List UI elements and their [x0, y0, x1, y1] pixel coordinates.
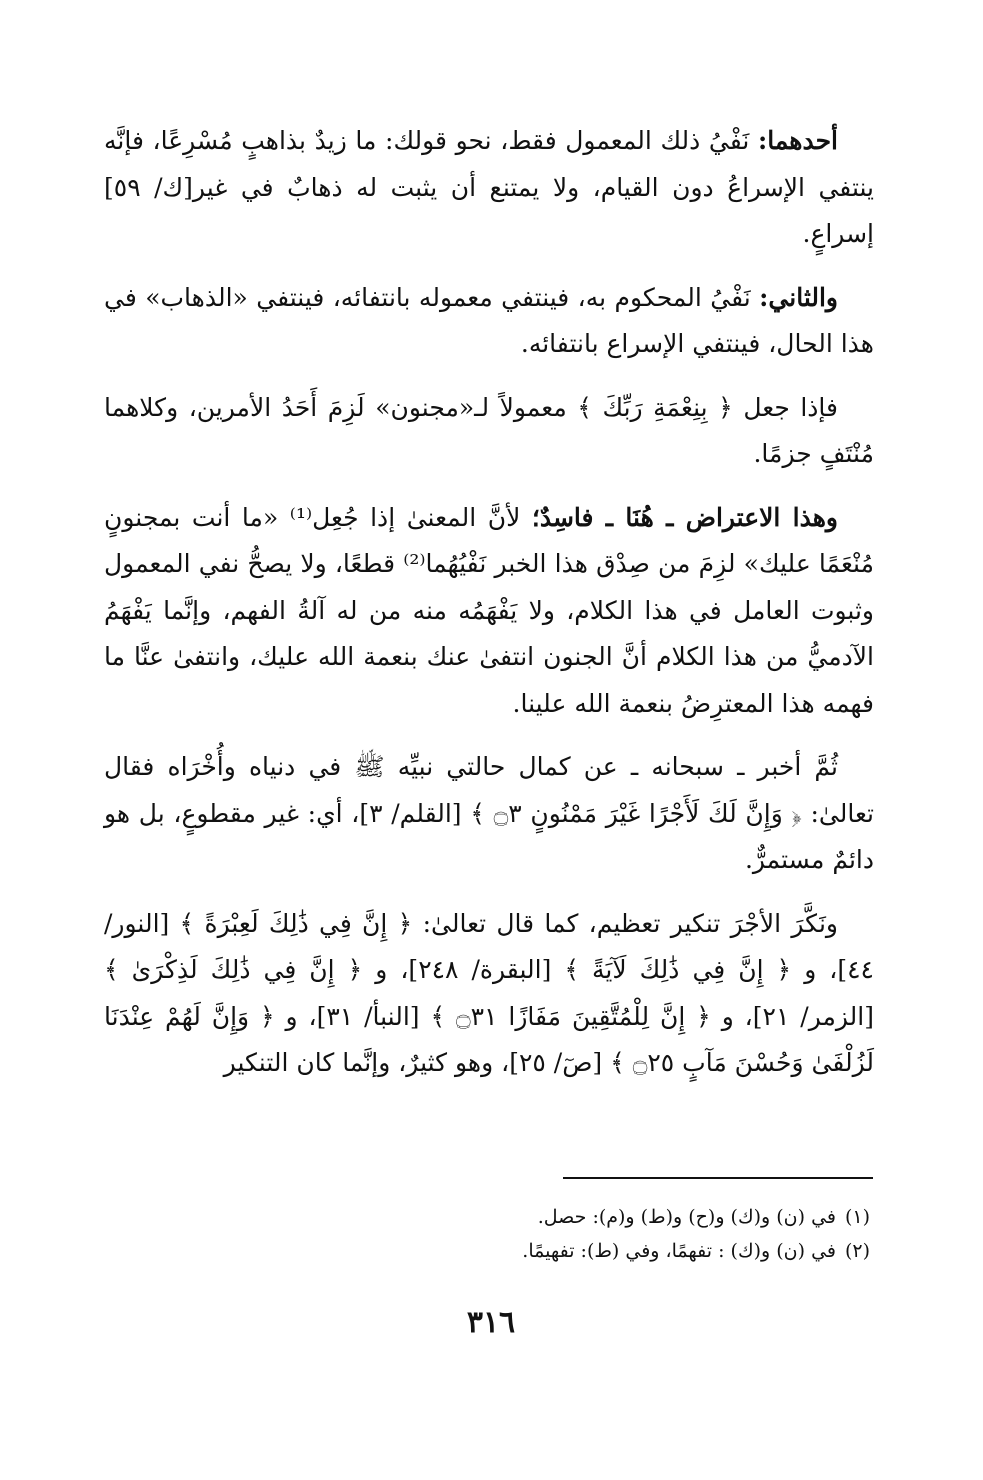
paragraph-text: ثُمَّ أخبر ـ سبحانه ـ عن كمال حالتي نبيِّه ﷺ في دنياه وأُخْرَاه فقال تعالىٰ: ﴿ وَإِنَّ لَكَ لَأَجْرًا غَيْرَ مَمْنُونٍ ۝٣ ﴾ [القلم/ ٣]، أي: غير مقطوعٍ، بل هو دائمٌ مستمرٌّ. — [104, 752, 874, 874]
footnote-1 — [460, 1200, 870, 1234]
paragraph-5 — [104, 744, 874, 884]
paragraph-lead: وهذا الاعتراض ـ هُنَا ـ فاسِدٌ؛ — [531, 502, 838, 532]
footnote-separator — [563, 1177, 873, 1179]
paragraph-text: نَفْيُ ذلك المعمول فقط، نحو قولك: ما زيدٌ بذاهبٍ مُسْرِعًا، فإنَّه ينتفي الإسراعُ دون القيام، ولا يمتنع أن يثبت له ذهابٌ في غير[ك/ ٥٩] إسراعٍ. — [104, 126, 874, 248]
page-number: ٣١٦ — [466, 1305, 516, 1340]
main-text — [104, 118, 874, 1104]
paragraph-6 — [104, 901, 874, 1087]
footnote-text: في (ن) و(ك) و(ح) و(ط) و(م): حصل. — [537, 1206, 836, 1228]
paragraph-1 — [104, 118, 874, 258]
footnotes — [460, 1200, 870, 1268]
paragraph-3 — [104, 385, 874, 478]
paragraph-lead: أحدهما: — [757, 126, 838, 155]
paragraph-text: ونَكَّرَ الأجْرَ تنكير تعظيم، كما قال تعالىٰ: ﴿ إِنَّ فِي ذَٰلِكَ لَعِبْرَةً ﴾ [النور/ ٤٤]، و ﴿ إِنَّ فِي ذَٰلِكَ لَآيَةً ﴾ [البقرة/ ٢٤٨]، و ﴿ إِنَّ فِي ذَٰلِكَ لَذِكْرَىٰ ﴾ [الزمر/ ٢١]، و ﴿ إِنَّ لِلْمُتَّقِينَ مَفَازًا ۝٣١ ﴾ [النبأ/ ٣١]، و ﴿ وَإِنَّ لَهُمْ عِنْدَنَا لَزُلْفَىٰ وَحُسْنَ مَآبٍ ۝٢٥ ﴾ [صٓ/ ٢٥]، وهو كثيرٌ، وإنَّما كان التنكير — [104, 908, 874, 1077]
paragraph-lead: والثاني: — [759, 282, 838, 312]
footnote-text: في (ن) و(ك) : تفهمًا، وفي (ط): تفهيمًا. — [522, 1240, 836, 1262]
paragraph-4 — [104, 495, 874, 728]
paragraph-2 — [104, 275, 874, 368]
footnote-2 — [460, 1234, 870, 1268]
footnote-number: (٢) — [844, 1240, 870, 1262]
paragraph-text: لأنَّ المعنىٰ إذا جُعِل⁽¹⁾ «ما أنت بمجنونٍ مُنْعَمًا عليك» لزِمَ من صِدْق هذا الخبر نَفْيُهُما⁽²⁾ قطعًا، ولا يصحُّ نفي المعمول وثبوت العامل في هذا الكلام، ولا يَفْهَمُه منه من له آلةُ الفهم، وإنَّما يَفْهَمُ الآدميُّ من هذا الكلام أنَّ الجنون انتفىٰ عنك بنعمة الله عليك، وانتفىٰ عنَّا ما فهمه هذا المعترِضُ بنعمة الله علينا. — [104, 502, 874, 718]
paragraph-text: نَفْيُ المحكوم به، فينتفي معموله بانتفائه، فينتفي «الذهاب» في هذا الحال، فينتفي الإسراع بانتفائه. — [104, 282, 874, 358]
paragraph-text: فإذا جعل ﴿ بِنِعْمَةِ رَبِّكَ ﴾ معمولاً لـ«مجنون» لَزِمَ أَحَدُ الأمرين، وكلاهما مُنْتَفٍ جزمًا. — [104, 392, 874, 468]
footnote-number: (١) — [844, 1206, 870, 1228]
